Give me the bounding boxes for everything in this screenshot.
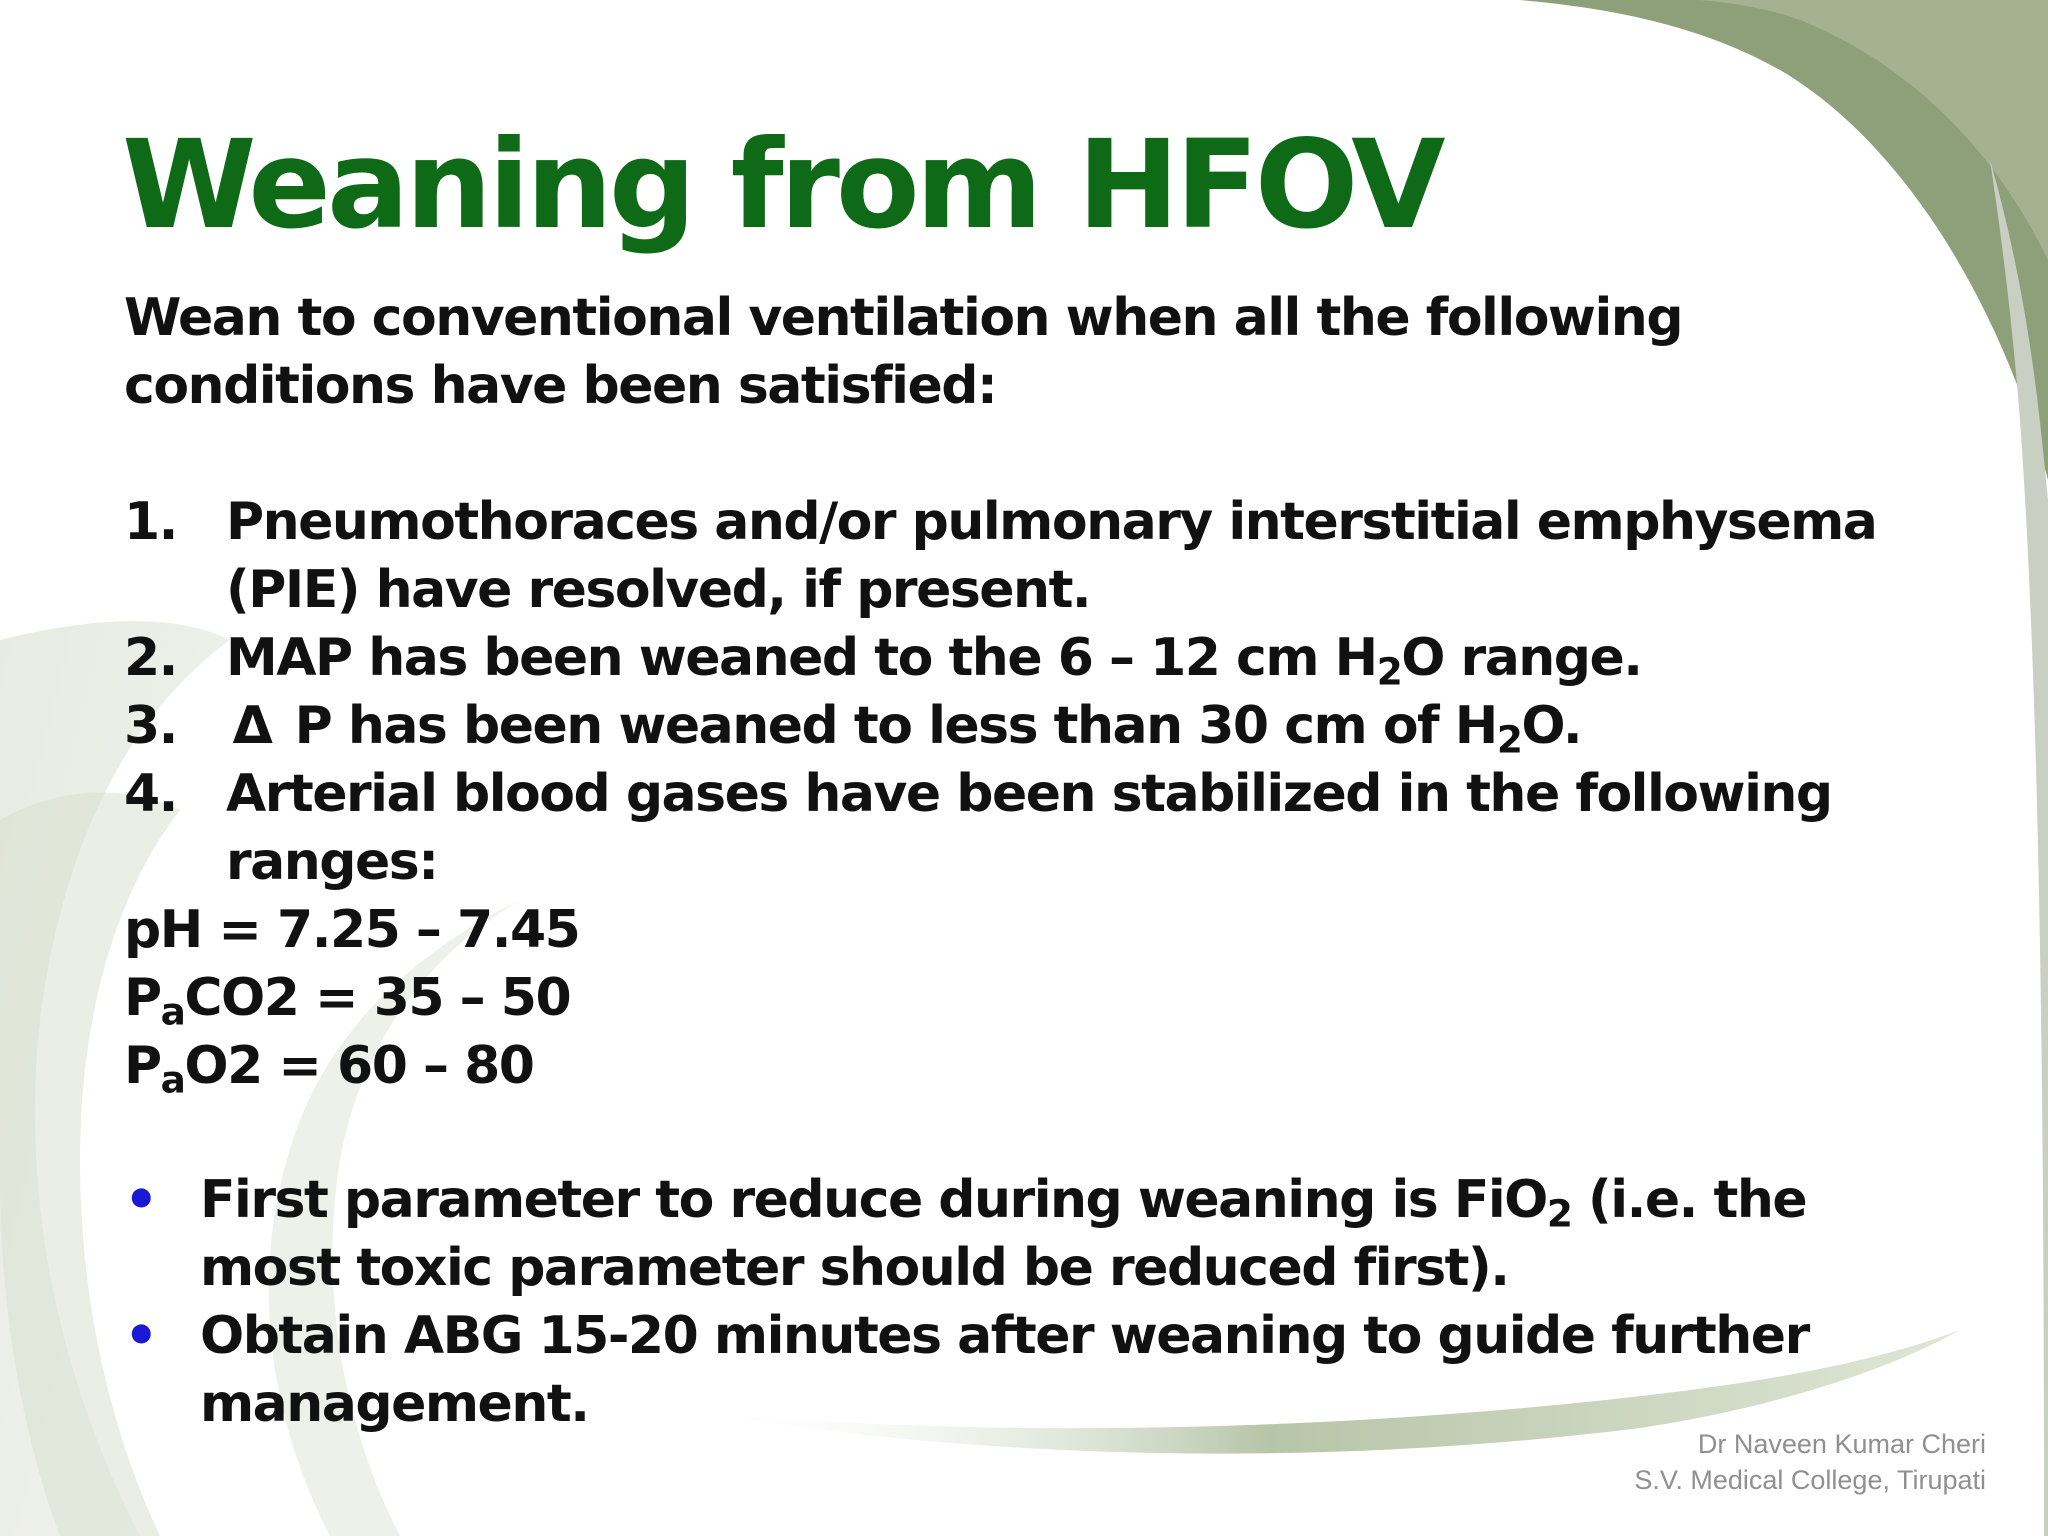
bullet-list [124, 1166, 1904, 1438]
bullet-icon: • [124, 1168, 158, 1231]
subscript: 2 [1496, 717, 1522, 762]
range-line-paco2 [124, 964, 1904, 1032]
subscript: 2 [1376, 649, 1402, 694]
range-text: P [124, 968, 161, 1028]
item-text-part: MAP has been weaned to the 6 – 12 cm H [226, 628, 1377, 688]
item-text-part: O. [1521, 696, 1582, 756]
item-text: Arterial blood gases have been stabilized in the following ranges: [226, 764, 1832, 892]
range-text: CO2 = 35 – 50 [184, 968, 571, 1028]
item-number: 1. [124, 492, 177, 552]
bullet-text-part: (i.e. the most toxic parameter should be reduced first). [200, 1170, 1807, 1298]
range-line-ph [124, 896, 1904, 964]
bullet-item [124, 1302, 1904, 1438]
subscript: a [160, 989, 185, 1034]
bullet-text-part: First parameter to reduce during weaning is FiO [200, 1170, 1547, 1230]
spacer [124, 1100, 1904, 1166]
bullet-icon: • [124, 1304, 158, 1367]
item-number: 4. [124, 764, 177, 824]
delta-symbol: Δ [232, 696, 272, 756]
numbered-item [124, 488, 1904, 624]
numbered-item [124, 624, 1904, 692]
item-text: Pneumothoraces and/or pulmonary interstitial emphysema (PIE) have resolved, if present. [226, 492, 1877, 620]
item-text [226, 624, 1904, 692]
subscript: a [160, 1057, 185, 1102]
item-text-part: O range. [1401, 628, 1642, 688]
range-text: pH = 7.25 – 7.45 [124, 900, 580, 960]
range-text: P [124, 1036, 161, 1096]
slide-footer [1634, 1426, 1986, 1498]
footer-institution: S.V. Medical College, Tirupati [1634, 1465, 1986, 1495]
range-line-pao2 [124, 1032, 1904, 1100]
subscript: 2 [1546, 1191, 1572, 1236]
numbered-item [124, 692, 1904, 760]
range-text: O2 = 60 – 80 [184, 1036, 534, 1096]
numbered-list [124, 488, 1904, 896]
intro-paragraph: Wean to conventional ventilation when all the following conditions have been satisfied: [124, 288, 1683, 416]
footer-author: Dr Naveen Kumar Cheri [1697, 1429, 1986, 1459]
slide-content [124, 284, 1904, 1438]
numbered-item [124, 760, 1904, 896]
item-text-part: P has been weaned to less than 30 cm of H [294, 696, 1497, 756]
item-number: 2. [124, 628, 177, 688]
item-number: 3. [124, 696, 177, 756]
spacer [124, 420, 1904, 488]
item-text [226, 692, 1904, 760]
bullet-text [200, 1166, 1904, 1302]
bullet-text: Obtain ABG 15-20 minutes after weaning to guide further management. [200, 1306, 1809, 1434]
abg-ranges [124, 896, 1904, 1100]
slide-title: Weaning from HFOV [122, 114, 1442, 256]
bullet-item [124, 1166, 1904, 1302]
